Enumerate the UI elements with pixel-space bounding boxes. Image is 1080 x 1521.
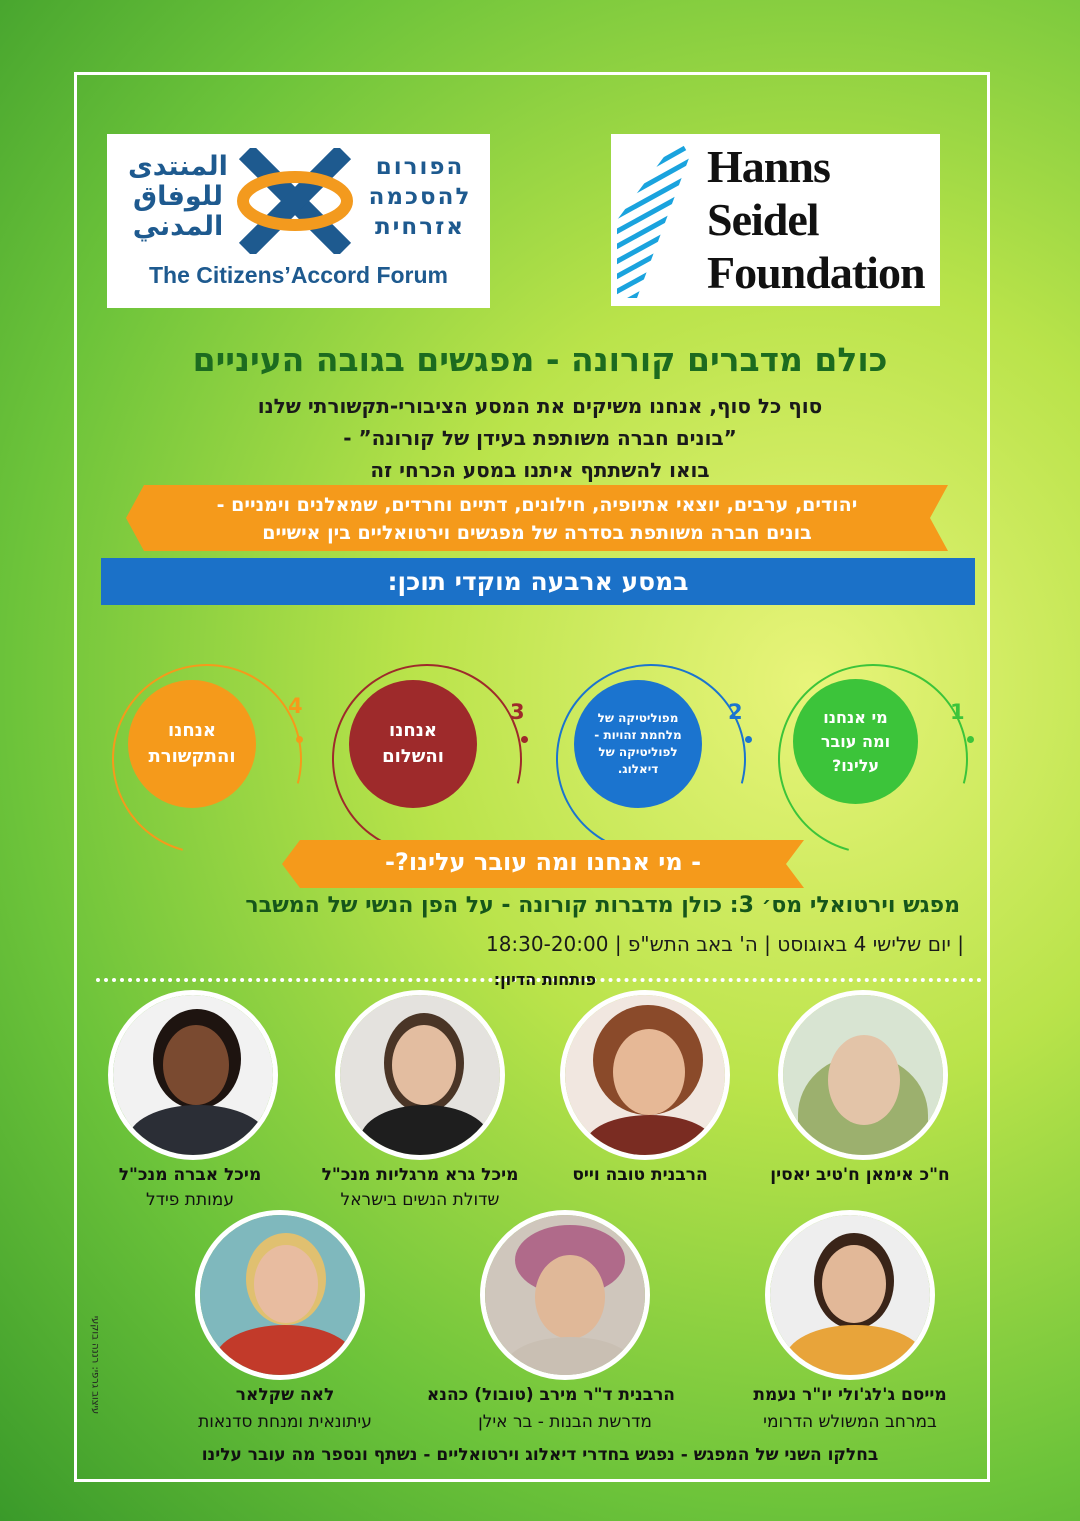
- meeting-date: | יום שלישי 4 באוגוסט | ה' באב התש"פ | 18:30-20:00: [485, 932, 964, 956]
- speaker-name: מייסם ג'לג'ולי יו"ר נעמת: [753, 1385, 947, 1405]
- step-2-dot: [745, 736, 752, 743]
- intro-text: סוף כל סוף, אנחנו משיקים את המסע הציבורי-תקשורתי שלנו ”בונים חברה משותפת בעידן של קורונה” - בואו להשתתף איתנו במסע הכרחי זה: [257, 394, 823, 482]
- speaker-photo: [195, 1210, 365, 1380]
- step-3-number: 3: [510, 700, 525, 724]
- speaker-name: מיכל גרא מרגליות מנכ"ל: [321, 1165, 519, 1185]
- speaker-name: לאה שקלאר: [235, 1385, 335, 1405]
- footer-text: בחלקו השני של המפגש - נפגש בחדרי דיאלוג וירטואליים - נשתף ונספר מה עובר עלינו: [201, 1445, 879, 1465]
- speaker-role: עיתונאית ומנחת סדנאות: [198, 1412, 372, 1432]
- speaker-role: עמותת פידל: [146, 1190, 234, 1210]
- topic-banner: - מי אנחנו ומה עובר עלינו?-: [282, 840, 804, 888]
- speaker-role: שדולת הנשים בישראל: [340, 1190, 500, 1210]
- speaker-photo: [560, 990, 730, 1160]
- main-title: כולם מדברים קורונה - מפגשים בגובה העיניים: [192, 340, 888, 379]
- hsf-diamond-icon: [615, 138, 697, 302]
- audience-banner: יהודים, ערבים, יוצאי אתיופיה, חילונים, דתיים וחרדים, שמאלנים וימניים - בונים חברה משותפת בסדרה של מפגשים וירטואליים בין אישיים: [126, 485, 948, 551]
- step-4-circle: אנחנו והתקשורת: [128, 680, 256, 808]
- caf-english-name: The Citizens’Accord Forum: [148, 262, 449, 288]
- step-3-dot: [521, 736, 528, 743]
- speaker-photo: [108, 990, 278, 1160]
- openers-label: פותחות הדיון:: [493, 970, 597, 989]
- speaker-name: ח"כ אימאן ח'טיב יאסין: [770, 1165, 950, 1185]
- content-steps: [100, 650, 980, 840]
- step-1-circle: מי אנחנו ומה עובר עלינו?: [793, 679, 918, 804]
- step-4-dot: [296, 736, 303, 743]
- speaker-name: הרבנית טובה וייס: [572, 1165, 708, 1185]
- step-1-dot: [967, 736, 974, 743]
- speaker-photo: [480, 1210, 650, 1380]
- step-2-number: 2: [728, 700, 743, 724]
- speaker-name: הרבנית ד"ר מירב (טובול) כהנא: [426, 1385, 675, 1405]
- hsf-wordmark: Hanns Seidel Foundation: [707, 141, 925, 298]
- step-2-circle: מפוליטיקה של מלחמת זהויות - לפוליטיקה של דיאלוג.: [574, 680, 702, 808]
- meeting-title: מפגש וירטואלי מס׳ 3: כולן מדברות קורונה - על הפן הנשי של המשבר: [245, 893, 960, 918]
- step-4-number: 4: [288, 694, 303, 718]
- speaker-name: מיכל אברה מנכ"ל: [118, 1165, 262, 1185]
- speaker-photo: [335, 990, 505, 1160]
- speaker-role: במרחב המשולש הדרומי: [763, 1412, 937, 1432]
- hanns-seidel-foundation-logo: [611, 134, 940, 306]
- caf-hebrew-name: הפורום להסכמה אזרחית: [368, 154, 472, 240]
- speaker-photo: [765, 1210, 935, 1380]
- step-3-circle: אנחנו והשלום: [349, 680, 477, 808]
- caf-arabic-name: المنتدى للوفاق المدني: [128, 151, 228, 242]
- design-credit: עיצוב גרפי: רננה בוקעי: [89, 1315, 101, 1415]
- speaker-photo: [778, 990, 948, 1160]
- content-focus-bar: במסע ארבעה מוקדי תוכן:: [101, 558, 975, 605]
- step-1-number: 1: [950, 700, 965, 724]
- speaker-card: [750, 990, 970, 1185]
- caf-emblem-icon: [232, 148, 358, 254]
- citizens-accord-forum-logo: [107, 134, 490, 308]
- speaker-role: מדרשת הבנות - בר אילן: [478, 1412, 652, 1432]
